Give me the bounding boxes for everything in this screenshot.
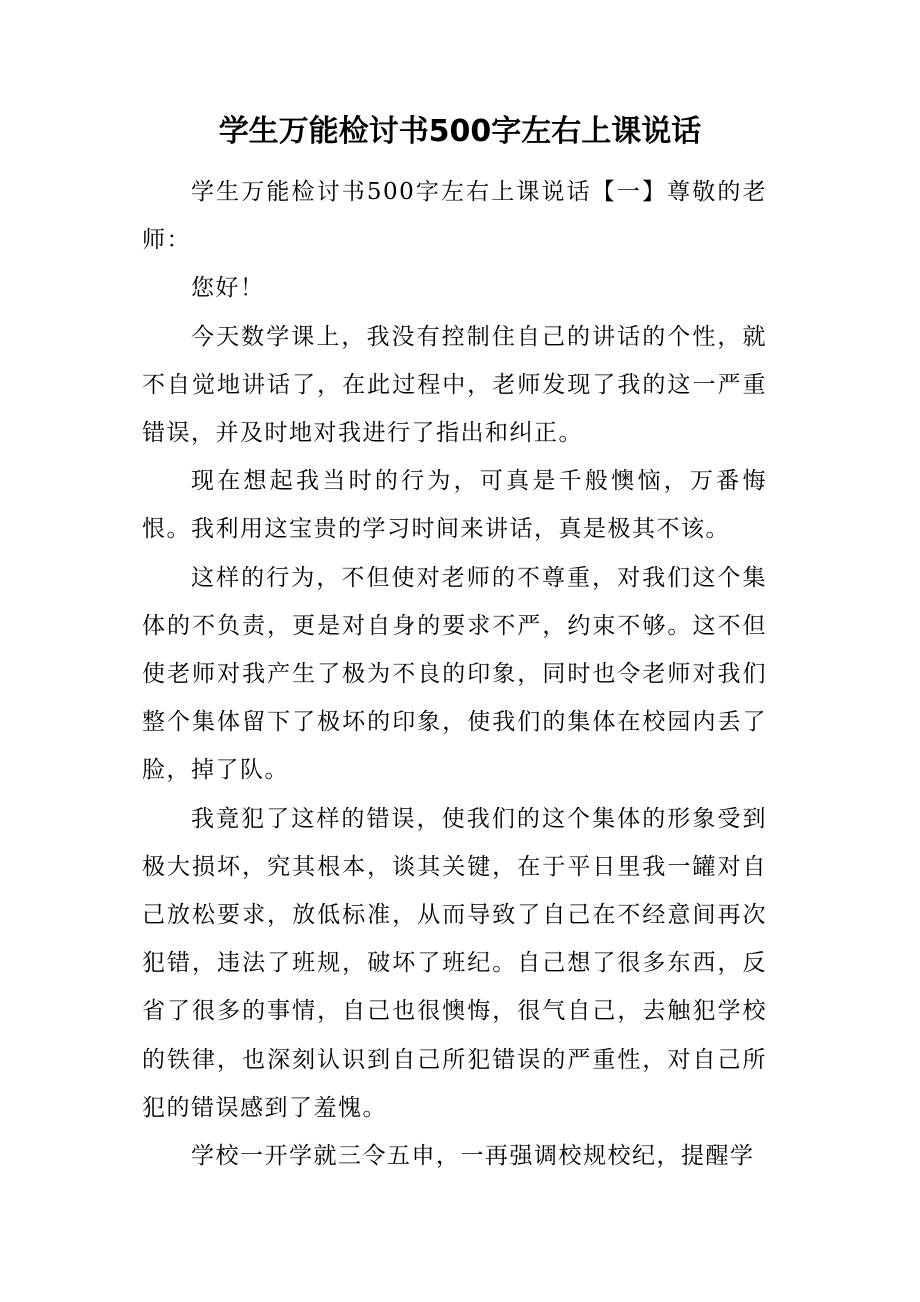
paragraph-regret: 现在想起我当时的行为，可真是千般懊恼，万番悔恨。我利用这宝贵的学习时间来讲话，真是极其不该。	[142, 468, 767, 543]
document-body	[142, 168, 767, 1180]
document-title: 学生万能检讨书500字左右上课说话	[218, 114, 702, 149]
paragraph-opening: 学生万能检讨书500字左右上课说话【一】尊敬的老师：	[142, 179, 767, 254]
paragraph-school-rules: 学校一开学就三令五申，一再强调校规校纪，提醒学	[191, 1143, 755, 1170]
paragraph-consequences: 这样的行为，不但使对老师的不尊重，对我们这个集体的不负责，更是对自身的要求不严，约束不够。这不但使老师对我产生了极为不良的印象，同时也令老师对我们整个集体留下了极坏的印象，使我们的集体在校园内丢了脸，掉了队。	[142, 564, 767, 784]
paragraph-greeting: 您好！	[191, 275, 265, 302]
paragraph-reflection: 我竟犯了这样的错误，使我们的这个集体的形象受到极大损坏，究其根本，谈其关键，在于平日里我一罐对自己放松要求，放低标准，从而导致了自己在不经意间再次犯错，违法了班规，破坏了班纪。自己想了很多东西，反省了很多的事情，自己也很懊悔，很气自己，去触犯学校的铁律，也深刻认识到自己所犯错误的严重性，对自己所犯的错误感到了羞愧。	[142, 805, 767, 1121]
paragraph-incident: 今天数学课上，我没有控制住自己的讲话的个性，就不自觉地讲话了，在此过程中，老师发现了我的这一严重错误，并及时地对我进行了指出和纠正。	[142, 323, 767, 447]
